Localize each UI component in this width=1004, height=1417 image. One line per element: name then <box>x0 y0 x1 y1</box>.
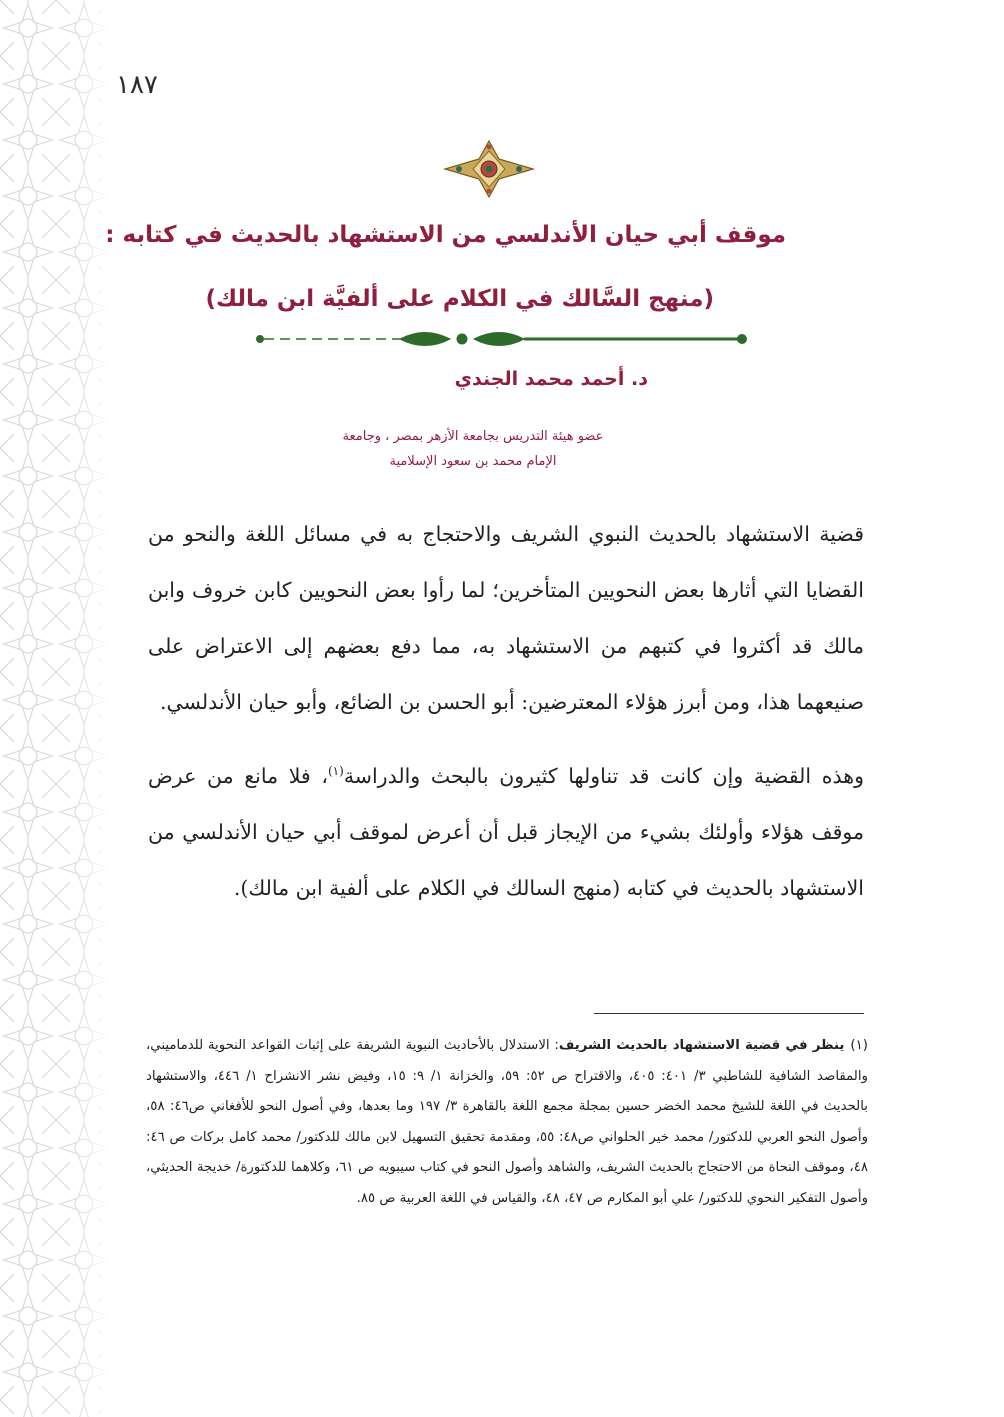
footnote-separator <box>594 1013 864 1014</box>
decorative-divider <box>250 326 750 352</box>
paragraph-2-end: ، فلا مانع من عرض موقف هؤلاء وأولئك بشيء من الإيجاز قبل أن أعرض لموقف أبي حيان الأندلسي من الاستشهاد بالحديث في كتابه (منهج السالك في الكلام على ألفية ابن مالك). <box>148 764 864 900</box>
page-number: ١٨٧ <box>116 70 158 100</box>
footnote-reference[interactable]: (١) <box>327 764 344 779</box>
affiliation-line-1: عضو هيئة التدريس بجامعة الأزهر بمصر ، وجامعة <box>342 429 604 444</box>
ornament-medallion-icon <box>441 140 537 198</box>
affiliation-line-2: الإمام محمد بن سعود الإسلامية <box>389 454 557 469</box>
body-paragraph-2 <box>148 748 864 916</box>
article-subtitle: (منهج السَّالك في الكلام على ألفيَّة ابن مالك) <box>205 286 714 312</box>
geometric-pattern-border <box>0 0 110 1417</box>
paragraph-2-start: وهذه القضية وإن كانت قد تناولها كثيرون بالبحث والدراسة <box>343 764 864 788</box>
footnote <box>146 1031 868 1214</box>
body-paragraph-1: قضية الاستشهاد بالحديث النبوي الشريف والاحتجاج به في مسائل اللغة والنحو من القضايا التي أثارها بعض النحويين المتأخرين؛ لما رأوا بعض النحويين كابن خروف وابن مالك قد أكثروا في كتبهم من الاستشهاد به، مما دفع بعضهم إلى الاعتراض على صنيعهما هذا، ومن أبرز هؤلاء المعترضين: أبو الحسن بن الضائع، وأبو حيان الأندلسي. <box>148 522 864 714</box>
author-name: د. أحمد محمد الجندي <box>454 368 648 390</box>
author-affiliation <box>238 424 708 474</box>
footnote-number: (١) <box>850 1038 868 1053</box>
article-body <box>148 506 864 916</box>
footnote-lead: ينظر في قضية الاستشهاد بالحديث الشريف <box>558 1038 845 1053</box>
article-title: موقف أبي حيان الأندلسي من الاستشهاد بالحديث في كتابه : <box>105 222 786 248</box>
footnote-text: : الاستدلال بالأحاديث النبوية الشريفة على إثبات القواعد النحوية للدماميني، والمقاصد الشافية للشاطبي ٣/ ٤٠١: ٤٠٥، والاقتراح ص ٥٢: ٥٩، والخزانة ١/ ٩: ١٥، وفيض نشر الانشراح ١/ ٤٤٦، والاستشهاد بالحديث في اللغة للشيخ محمد الخضر حسين بمجلة مجمع اللغة بالقاهرة ٣/ ١٩٧ وما بعدها، وفي أصول النحو للأفغاني ص٤٦: ٥٨، وأصول النحو العربي للدكتور/ محمد خير الحلواني ص٤٨: ٥٥، ومقدمة تحقيق التسهيل لابن مالك للدكتور/ محمد كامل بركات ص ٤٦: ٤٨، وموقف النحاة من الاحتجاج بالحديث الشريف، والشاهد وأصول النحو في كتاب سيبويه ص ٦١، وكلاهما للدكتورة/ خديجة الحديثي، وأصول التفكير النحوي للدكتور/ علي أبو المكارم ص ٤٧، ٤٨، والقياس في اللغة العربية ص ٨٥. <box>146 1038 869 1206</box>
